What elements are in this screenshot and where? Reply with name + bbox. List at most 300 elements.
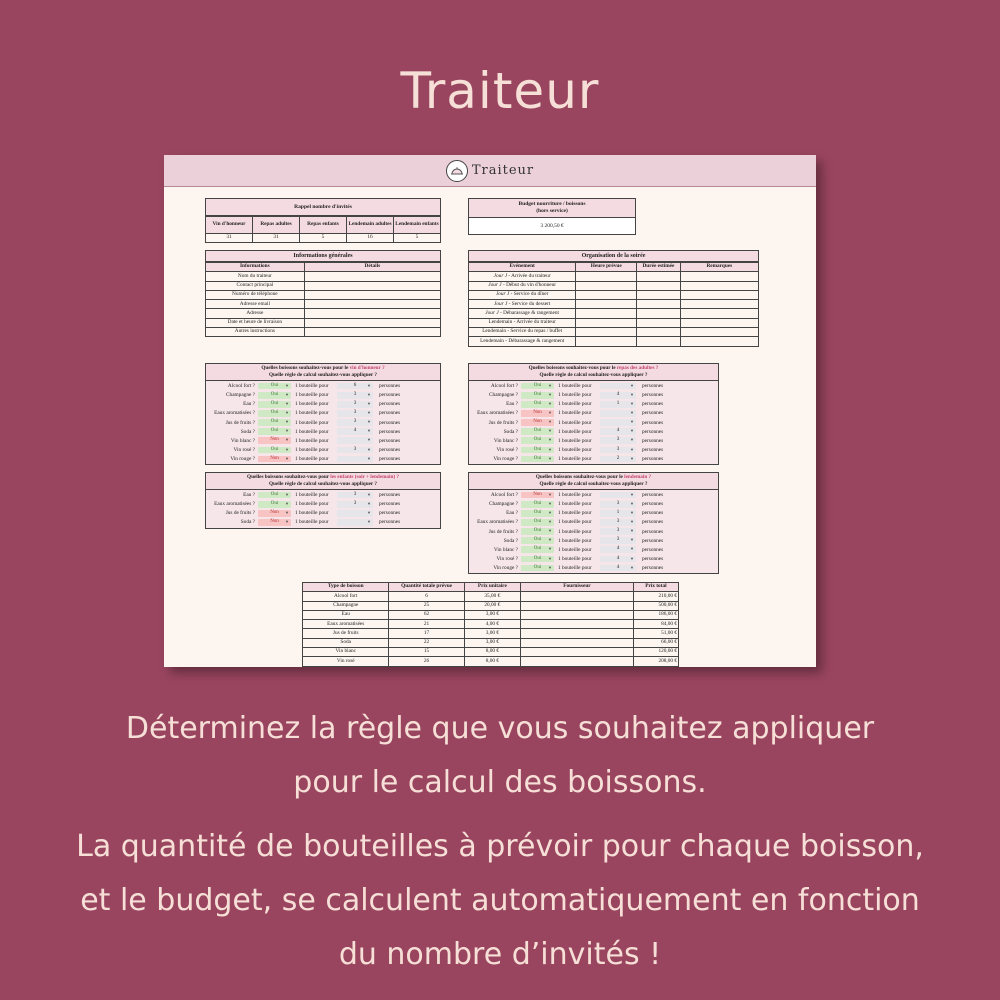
guest-count-value: 16 (347, 234, 394, 243)
summary-cell[interactable] (521, 638, 634, 647)
budget-block (468, 198, 636, 235)
drinks-question-line1 (206, 365, 440, 372)
persons-per-bottle-select[interactable] (337, 419, 373, 426)
persons-per-bottle-select[interactable] (337, 492, 373, 499)
drink-label: Eau ? (243, 492, 255, 499)
persons-per-bottle-select[interactable] (600, 428, 636, 435)
summary-cell[interactable] (521, 648, 634, 657)
drink-choice-select[interactable] (521, 401, 554, 408)
persons-label: personnes (642, 437, 664, 444)
event-name: Lendemain - Arrivée du traiteur (488, 319, 556, 326)
event-cell[interactable] (680, 328, 758, 337)
drink-choice-select[interactable] (521, 546, 554, 553)
summary-cell[interactable] (521, 601, 634, 610)
event-cell[interactable] (637, 318, 681, 327)
bottle-label: 1 bouteille pour (558, 410, 592, 417)
drinks-rows (206, 490, 440, 528)
summary-cell[interactable] (521, 620, 634, 629)
drink-label: Vin rosé ? (496, 446, 518, 453)
info-label: Adresse (206, 309, 305, 318)
chevron-down-icon: ▼ (285, 519, 289, 525)
drinks-enfants (205, 472, 441, 529)
event-cell[interactable] (680, 290, 758, 299)
table-row (303, 638, 679, 647)
drink-choice-select[interactable] (521, 565, 554, 572)
bottle-label: 1 bouteille pour (558, 519, 592, 526)
event-name: Lendemain - Service du repas / buffet (482, 328, 563, 335)
bottle-label: 1 bouteille pour (295, 419, 329, 426)
drink-label: Soda ? (503, 537, 518, 544)
table-row (303, 657, 679, 666)
drink-row (206, 391, 440, 400)
event-cell[interactable] (637, 290, 681, 299)
persons-per-bottle-select[interactable] (337, 510, 373, 517)
bottle-label: 1 bouteille pour (295, 410, 329, 417)
drink-choice-value: Oui (533, 437, 542, 443)
drink-row (469, 382, 718, 391)
persons-per-bottle-select[interactable] (337, 501, 373, 508)
drink-row (469, 518, 718, 527)
persons-label: personnes (379, 428, 401, 435)
persons-label: personnes (379, 392, 401, 399)
persons-per-bottle-select[interactable] (600, 519, 636, 526)
drink-choice-select[interactable] (521, 519, 554, 526)
persons-per-bottle-value: 4 (616, 564, 620, 570)
table-row (469, 300, 759, 309)
drink-choice-select[interactable] (258, 519, 291, 526)
drink-label: Alcool fort ? (227, 383, 255, 390)
persons-per-bottle-select[interactable] (337, 392, 373, 399)
spreadsheet-preview (164, 155, 816, 667)
caption-auto (20, 820, 980, 982)
chevron-down-icon: ▼ (285, 491, 289, 497)
drink-choice-value: Oui (270, 382, 279, 388)
chevron-down-icon: ▼ (548, 419, 552, 425)
event-cell[interactable] (680, 300, 758, 309)
chevron-down-icon: ▼ (367, 410, 371, 416)
question-highlight: les enfants (soir + lendemain) ? (330, 474, 399, 480)
info-detail-cell[interactable] (304, 300, 440, 309)
persons-label: personnes (642, 401, 664, 408)
drink-choice-select[interactable] (258, 492, 291, 499)
event-cell[interactable] (576, 272, 637, 281)
question-prefix: Quelles boissons souhaitez-vous pour (535, 474, 620, 480)
drink-choice-value: Oui (533, 455, 542, 461)
persons-label: personnes (642, 501, 664, 508)
chevron-down-icon: ▼ (367, 401, 371, 407)
summary-cell[interactable] (521, 666, 634, 667)
info-detail-cell[interactable] (304, 272, 440, 281)
persons-per-bottle-select[interactable] (600, 565, 636, 572)
persons-label: personnes (379, 437, 401, 444)
chevron-down-icon: ▼ (548, 537, 552, 543)
chevron-down-icon: ▼ (630, 437, 634, 443)
chevron-down-icon: ▼ (285, 437, 289, 443)
drink-label: Soda ? (240, 519, 255, 526)
drink-label: Vin blanc ? (230, 437, 255, 444)
guest-count-reminder (205, 198, 441, 243)
persons-per-bottle-select[interactable] (600, 437, 636, 444)
drink-choice-select[interactable] (258, 392, 291, 399)
table-row (206, 328, 441, 337)
bottle-label: 1 bouteille pour (558, 528, 592, 535)
drink-choice-select[interactable] (521, 501, 554, 508)
bottle-label: 1 bouteille pour (558, 419, 592, 426)
drink-choice-value: Oui (270, 428, 279, 434)
summary-cell: Eau (303, 610, 389, 619)
chevron-down-icon: ▼ (630, 500, 634, 506)
info-label: Date et heure de livraison (206, 318, 305, 327)
persons-per-bottle-select[interactable] (600, 492, 636, 499)
drink-row (469, 491, 718, 500)
summary-cell: 21 (389, 620, 464, 629)
drink-row (206, 436, 440, 445)
persons-per-bottle-select[interactable] (600, 556, 636, 563)
bottle-label: 1 bouteille pour (558, 392, 592, 399)
persons-per-bottle-value: 3 (353, 401, 357, 407)
drink-choice-select[interactable] (258, 447, 291, 454)
bottle-label: 1 bouteille pour (295, 492, 329, 499)
bottle-label: 1 bouteille pour (295, 519, 329, 526)
chevron-down-icon: ▼ (630, 537, 634, 543)
persons-per-bottle-value: 3 (616, 500, 620, 506)
evening-organisation (468, 250, 759, 347)
persons-label: personnes (642, 383, 664, 390)
persons-per-bottle-select[interactable] (600, 392, 636, 399)
event-name: - Débarassage & rangement (498, 309, 559, 316)
persons-per-bottle-select[interactable] (600, 447, 636, 454)
persons-label: personnes (379, 501, 401, 508)
chevron-down-icon: ▼ (367, 446, 371, 452)
event-name: - Début du vin d'honneur (501, 281, 557, 288)
drink-choice-value: Non (270, 437, 279, 443)
table-row (303, 610, 679, 619)
event-cell[interactable] (637, 337, 681, 346)
persons-per-bottle-select[interactable] (337, 383, 373, 390)
chevron-down-icon: ▼ (548, 555, 552, 561)
drink-label: Jus de fruits ? (225, 510, 255, 517)
drink-choice-select[interactable] (258, 510, 291, 517)
event-name: - Service du dîner (509, 291, 549, 298)
summary-cell[interactable] (521, 592, 634, 601)
persons-per-bottle-select[interactable] (600, 501, 636, 508)
event-cell[interactable] (576, 318, 637, 327)
drink-label: Eaux aromatisées ? (477, 410, 518, 417)
drink-label: Vin rouge ? (493, 455, 518, 462)
drink-choice-value: Oui (533, 382, 542, 388)
event-day: Jour J (493, 272, 508, 279)
persons-per-bottle-select[interactable] (600, 419, 636, 426)
summary-cell: 120,00 € (633, 648, 678, 657)
summary-cell: 20,00 € (464, 601, 520, 610)
event-cell[interactable] (637, 328, 681, 337)
persons-label: personnes (379, 410, 401, 417)
persons-per-bottle-value: 3 (353, 419, 357, 425)
drink-choice-select[interactable] (258, 383, 291, 390)
summary-cell: 210,00 € (633, 592, 678, 601)
drink-label: Vin blanc ? (493, 437, 518, 444)
guest-count-value: 5 (300, 234, 347, 243)
info-label: Numéro de téléphone (206, 290, 305, 299)
drink-choice-value: Oui (533, 510, 542, 516)
chevron-down-icon: ▼ (285, 382, 289, 388)
persons-label: personnes (642, 537, 664, 544)
event-cell[interactable] (680, 309, 758, 318)
drinks-rows (469, 490, 718, 574)
info-col-header: Informations (206, 263, 305, 272)
caption-line-1: Déterminez la règle que vous souhaitez appliquer (125, 711, 875, 746)
chevron-down-icon: ▼ (630, 555, 634, 561)
table-row (303, 629, 679, 638)
event-day: Jour J (495, 291, 510, 298)
summary-header: Prix unitaire (464, 583, 520, 592)
summary-header: Prix total (633, 583, 678, 592)
drink-choice-select[interactable] (521, 556, 554, 563)
chevron-down-icon: ▼ (367, 500, 371, 506)
chevron-down-icon: ▼ (367, 428, 371, 434)
persons-per-bottle-select[interactable] (600, 383, 636, 390)
table-row (469, 309, 759, 318)
summary-cell: Vin rosé (303, 657, 389, 666)
persons-label: personnes (379, 383, 401, 390)
event-cell[interactable] (637, 300, 681, 309)
event-cell[interactable] (576, 300, 637, 309)
drink-row (206, 491, 440, 500)
bottle-label: 1 bouteille pour (295, 383, 329, 390)
drink-choice-select[interactable] (521, 428, 554, 435)
drink-label: Vin rouge ? (230, 455, 255, 462)
bottle-label: 1 bouteille pour (558, 492, 592, 499)
budget-title-line1: Budget nourriture / boissons (518, 201, 586, 207)
summary-cell: 62 (389, 610, 464, 619)
caption-line-2: pour le calcul des boissons. (293, 765, 707, 800)
drinks-question-line2: Quelle règle de calcul souhaitez-vous appliquer ? (539, 371, 648, 378)
summary-cell[interactable] (521, 629, 634, 638)
chevron-down-icon: ▼ (548, 455, 552, 461)
chevron-down-icon: ▼ (367, 491, 371, 497)
persons-per-bottle-value: 4 (353, 428, 357, 434)
bottle-label: 1 bouteille pour (558, 564, 592, 571)
table-row (206, 309, 441, 318)
bottle-label: 1 bouteille pour (558, 437, 592, 444)
bottle-label: 1 bouteille pour (295, 401, 329, 408)
drink-label: Champagne ? (226, 392, 255, 399)
event-cell[interactable] (637, 272, 681, 281)
guest-count-value: 31 (206, 234, 253, 243)
chevron-down-icon: ▼ (548, 401, 552, 407)
chevron-down-icon: ▼ (285, 401, 289, 407)
drink-label: Vin rosé ? (233, 446, 255, 453)
persons-per-bottle-select[interactable] (600, 537, 636, 544)
summary-cell: Alcool fort (303, 592, 389, 601)
drink-choice-value: Oui (533, 391, 542, 397)
persons-per-bottle-select[interactable] (600, 401, 636, 408)
persons-per-bottle-select[interactable] (600, 456, 636, 463)
info-detail-cell[interactable] (304, 281, 440, 290)
drinks-question-line1 (469, 474, 718, 481)
drink-choice-value: Oui (533, 528, 542, 534)
drink-choice-select[interactable] (258, 456, 291, 463)
drink-label: Champagne ? (489, 501, 518, 508)
drink-choice-value: Oui (533, 428, 542, 434)
drink-choice-select[interactable] (521, 492, 554, 499)
persons-per-bottle-select[interactable] (337, 456, 373, 463)
bottle-label: 1 bouteille pour (558, 537, 592, 544)
persons-label: personnes (379, 519, 401, 526)
drink-choice-select[interactable] (521, 447, 554, 454)
drinks-question-line1 (469, 365, 718, 372)
chevron-down-icon: ▼ (548, 410, 552, 416)
persons-per-bottle-select[interactable] (337, 410, 373, 417)
chevron-down-icon: ▼ (285, 419, 289, 425)
drink-choice-select[interactable] (258, 401, 291, 408)
drink-choice-value: Oui (533, 500, 542, 506)
organisation-title: Organisation de la soirée (468, 250, 759, 262)
event-cell[interactable] (576, 309, 637, 318)
info-detail-cell[interactable] (304, 309, 440, 318)
summary-cell: 22 (389, 638, 464, 647)
drink-choice-select[interactable] (521, 410, 554, 417)
info-label: Adresse email (206, 300, 305, 309)
guest-count-header: Lendemain adultes (347, 217, 394, 234)
persons-label: personnes (642, 410, 664, 417)
drink-choice-select[interactable] (521, 510, 554, 517)
drink-choice-select[interactable] (521, 537, 554, 544)
summary-cell: 3,00 € (464, 629, 520, 638)
chevron-down-icon: ▼ (630, 410, 634, 416)
general-info (205, 250, 441, 337)
persons-per-bottle-select[interactable] (600, 410, 636, 417)
drink-choice-value: Non (270, 519, 279, 525)
persons-label: personnes (379, 401, 401, 408)
drink-choice-select[interactable] (258, 437, 291, 444)
summary-cell: Vin blanc (303, 648, 389, 657)
event-cell[interactable] (576, 281, 637, 290)
bottle-label: 1 bouteille pour (295, 501, 329, 508)
summary-cell[interactable] (521, 610, 634, 619)
drink-choice-select[interactable] (258, 410, 291, 417)
event-cell[interactable] (680, 337, 758, 346)
chevron-down-icon: ▼ (630, 455, 634, 461)
table-row (303, 620, 679, 629)
summary-cell[interactable] (521, 657, 634, 666)
question-article: le (344, 365, 350, 371)
drink-choice-select[interactable] (521, 419, 554, 426)
event-cell[interactable] (576, 328, 637, 337)
table-row (469, 318, 759, 327)
drink-choice-select[interactable] (521, 528, 554, 535)
caption-line-3: La quantité de bouteilles à prévoir pour chaque boisson, (76, 829, 924, 864)
drink-row (469, 454, 718, 463)
drink-label: Alcool fort ? (490, 383, 518, 390)
bottle-label: 1 bouteille pour (558, 383, 592, 390)
event-cell[interactable] (576, 337, 637, 346)
persons-per-bottle-select[interactable] (600, 528, 636, 535)
caption-line-4: et le budget, se calculent automatiquement en fonction (80, 883, 920, 918)
drink-choice-value: Oui (270, 410, 279, 416)
chevron-down-icon: ▼ (548, 546, 552, 552)
drinks-question (469, 473, 718, 490)
question-article: le (611, 365, 617, 371)
drink-choice-select[interactable] (521, 392, 554, 399)
question-prefix: Quelles boissons souhaitez-vous pour (528, 365, 612, 371)
summary-cell: Eaux aromatisées (303, 620, 389, 629)
persons-per-bottle-select[interactable] (600, 546, 636, 553)
table-row (303, 601, 679, 610)
persons-per-bottle-value: 3 (353, 500, 357, 506)
drink-row (469, 509, 718, 518)
drink-choice-value: Oui (270, 491, 279, 497)
drinks-question-line2: Quelle règle de calcul souhaitez-vous appliquer ? (539, 480, 648, 487)
drink-choice-select[interactable] (258, 419, 291, 426)
chevron-down-icon: ▼ (548, 528, 552, 534)
event-cell[interactable] (680, 281, 758, 290)
persons-label: personnes (642, 428, 664, 435)
event-day: Jour J (493, 300, 508, 307)
event-cell[interactable] (680, 318, 758, 327)
drink-label: Jus de fruits ? (488, 528, 518, 535)
info-detail-cell[interactable] (304, 318, 440, 327)
guest-count-header: Vin d'honneur (206, 217, 253, 234)
event-cell[interactable] (680, 272, 758, 281)
chevron-down-icon: ▼ (285, 500, 289, 506)
drinks-summary-table (302, 582, 679, 667)
persons-per-bottle-select[interactable] (600, 510, 636, 517)
persons-per-bottle-select[interactable] (337, 437, 373, 444)
drink-choice-value: Oui (533, 546, 542, 552)
event-cell[interactable] (637, 309, 681, 318)
drink-choice-select[interactable] (258, 428, 291, 435)
table-row (206, 318, 441, 327)
chevron-down-icon: ▼ (630, 564, 634, 570)
persons-per-bottle-value: 3 (353, 410, 357, 416)
chevron-down-icon: ▼ (367, 391, 371, 397)
drink-row (469, 445, 718, 454)
drink-choice-select[interactable] (258, 501, 291, 508)
event-label (469, 300, 576, 309)
guest-count-header: Repas adultes (253, 217, 300, 234)
drink-choice-select[interactable] (521, 383, 554, 390)
chevron-down-icon: ▼ (367, 382, 371, 388)
info-label: Contact principal (206, 281, 305, 290)
drink-row (206, 409, 440, 418)
chevron-down-icon: ▼ (548, 510, 552, 516)
event-cell[interactable] (576, 290, 637, 299)
summary-header: Quantité totale prévue (389, 583, 464, 592)
summary-cell: 15 (389, 648, 464, 657)
guest-count-value: 31 (253, 234, 300, 243)
drink-row (469, 400, 718, 409)
chevron-down-icon: ▼ (630, 419, 634, 425)
drink-row (206, 518, 440, 527)
drink-row (469, 563, 718, 572)
bottle-label: 1 bouteille pour (558, 446, 592, 453)
persons-per-bottle-select[interactable] (337, 447, 373, 454)
drink-label: Champagne ? (489, 392, 518, 399)
drink-label: Eaux aromatisées ? (214, 501, 255, 508)
organisation-header: Remarques (680, 263, 758, 272)
drink-choice-select[interactable] (521, 456, 554, 463)
persons-per-bottle-select[interactable] (337, 428, 373, 435)
drink-label: Eau ? (506, 510, 518, 517)
persons-per-bottle-select[interactable] (337, 401, 373, 408)
cloche-icon (446, 160, 468, 182)
info-detail-cell[interactable] (304, 328, 440, 337)
persons-per-bottle-select[interactable] (337, 519, 373, 526)
drink-choice-select[interactable] (521, 437, 554, 444)
info-detail-cell[interactable] (304, 290, 440, 299)
event-cell[interactable] (637, 281, 681, 290)
